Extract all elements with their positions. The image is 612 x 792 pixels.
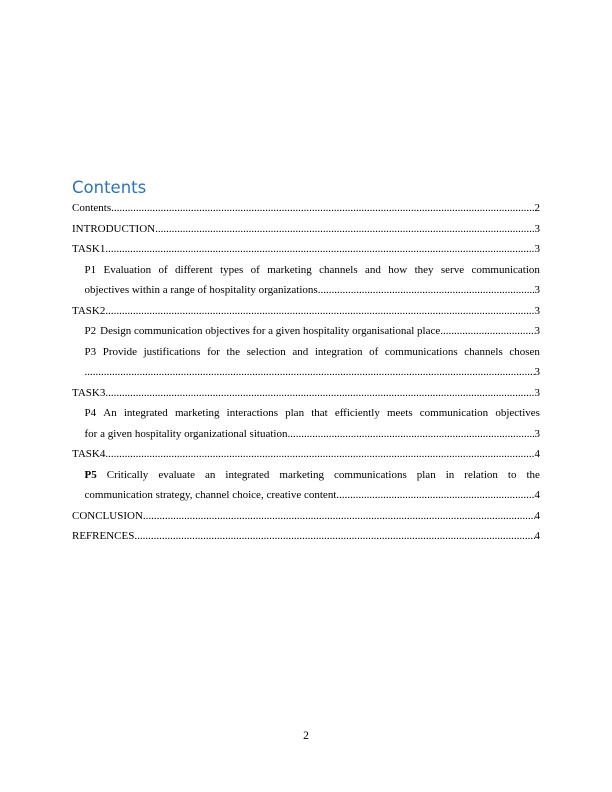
toc-entry-label: REFRENCES xyxy=(72,530,135,542)
toc-entry-introduction[interactable] xyxy=(72,219,540,240)
toc-word: channels xyxy=(464,345,503,358)
toc-entry-label: INTRODUCTION xyxy=(72,222,156,235)
contents-heading: Contents xyxy=(72,178,147,197)
toc-entry-task3[interactable] xyxy=(72,383,540,404)
toc-page-number: 3 xyxy=(534,386,540,399)
toc-page-number: 4 xyxy=(534,530,540,542)
toc-word: and xyxy=(292,345,309,358)
toc-word: selection xyxy=(246,345,286,358)
toc-word: marketing xyxy=(267,263,312,276)
toc-entry-references[interactable] xyxy=(72,526,540,547)
toc-word: they xyxy=(414,263,434,276)
toc-entry-label: Design communication objectives for a given hospitality organisational place xyxy=(100,325,441,337)
toc-word: Evaluation xyxy=(103,263,152,276)
toc-page-number: 2 xyxy=(534,202,540,214)
toc-entry-task1[interactable] xyxy=(72,239,540,260)
toc-page-number: 4 xyxy=(534,509,540,522)
toc-word: integrated xyxy=(123,407,168,419)
leader-dots xyxy=(111,198,534,219)
toc-entry-label: TASK1 xyxy=(72,243,106,255)
toc-word: communications xyxy=(384,345,458,358)
toc-word: P3 xyxy=(84,345,97,358)
leader-dots xyxy=(85,362,535,383)
toc-entry-label: TASK3 xyxy=(72,386,106,399)
toc-word: communication xyxy=(419,407,489,419)
toc-word: communications xyxy=(334,468,407,481)
toc-word: plan xyxy=(416,468,436,481)
leader-dots xyxy=(105,444,534,465)
toc-entry-conclusion[interactable] xyxy=(72,506,540,527)
toc-page-number: 4 xyxy=(534,489,540,501)
toc-word: plan xyxy=(285,407,305,419)
toc-word: integration xyxy=(314,345,363,358)
toc-entry-p1-line2[interactable] xyxy=(72,280,540,301)
toc-word: to xyxy=(507,468,517,481)
toc-word: communication xyxy=(471,263,540,276)
toc-entry-label: CONCLUSION xyxy=(72,509,143,522)
toc-page-number: 3 xyxy=(534,427,540,440)
toc-entry-prefix: P2 xyxy=(84,325,97,337)
toc-word: of xyxy=(158,263,168,276)
toc-word: in xyxy=(445,468,455,481)
toc-word: channels xyxy=(319,263,358,276)
toc-word: of xyxy=(369,345,379,358)
toc-page-number: 3 xyxy=(534,304,540,317)
toc-word: the xyxy=(526,468,540,481)
toc-word: different xyxy=(175,263,213,276)
toc-word: efficiently xyxy=(334,407,380,419)
toc-entry-p4-line1[interactable] xyxy=(72,403,540,424)
leader-dots xyxy=(105,383,534,404)
toc-entry-contents[interactable] xyxy=(72,198,540,219)
leader-dots xyxy=(105,301,534,322)
toc-entry-p3-line1[interactable] xyxy=(72,342,540,363)
leader-dots xyxy=(440,321,534,342)
toc-word: Critically xyxy=(106,468,149,481)
toc-entry-label: for a given hospitality organizational situation xyxy=(84,427,288,440)
toc-entry-p5-line1[interactable] xyxy=(72,465,540,486)
toc-page-number: 3 xyxy=(534,243,540,255)
toc-page-number: 3 xyxy=(534,284,540,296)
toc-word: the xyxy=(226,345,240,358)
leader-dots xyxy=(287,424,534,445)
toc-entry-label: communication strategy, channel choice, creative content xyxy=(84,489,337,501)
toc-entry-p5-line2[interactable] xyxy=(72,485,540,506)
toc-page-number: 3 xyxy=(534,325,540,337)
toc-entry-task2[interactable] xyxy=(72,301,540,322)
toc-entry-p2[interactable] xyxy=(72,321,540,342)
toc-word: of xyxy=(250,263,260,276)
toc-word: chosen xyxy=(509,345,540,358)
toc-word: evaluate xyxy=(158,468,195,481)
toc-word: marketing xyxy=(174,407,220,419)
toc-word: an xyxy=(204,468,216,481)
toc-page-number: 3 xyxy=(534,366,540,378)
page-number: 2 xyxy=(303,730,309,742)
toc-word: P1 xyxy=(84,263,97,276)
toc-word: objectives xyxy=(495,407,540,419)
toc-word: types xyxy=(220,263,244,276)
toc-word: and xyxy=(365,263,381,276)
toc-entry-task4[interactable] xyxy=(72,444,540,465)
toc-page-number: 3 xyxy=(534,222,540,235)
toc-word: serve xyxy=(440,263,465,276)
toc-word: justifications xyxy=(143,345,201,358)
toc-word: interactions xyxy=(226,407,278,419)
toc-word: integrated xyxy=(225,468,270,481)
toc-word: Provide xyxy=(102,345,137,358)
toc-entry-label: TASK4 xyxy=(72,448,106,460)
toc-page-number: 4 xyxy=(534,448,540,460)
toc-entry-p4-line2[interactable] xyxy=(72,424,540,445)
leader-dots xyxy=(336,485,534,506)
toc-word: An xyxy=(103,407,117,419)
toc-word: that xyxy=(311,407,328,419)
leader-dots xyxy=(143,506,535,527)
toc-entry-label: TASK2 xyxy=(72,304,106,317)
toc-word: marketing xyxy=(279,468,324,481)
toc-word: P5 xyxy=(84,468,97,481)
toc-word: relation xyxy=(464,468,498,481)
toc-word: how xyxy=(388,263,408,276)
toc-entry-label: objectives within a range of hospitality organizations xyxy=(84,284,318,296)
leader-dots xyxy=(155,219,534,240)
leader-dots xyxy=(134,526,534,547)
toc-word: P4 xyxy=(84,407,97,419)
toc-word: meets xyxy=(386,407,413,419)
toc-entry-p3-line2[interactable] xyxy=(72,362,540,383)
table-of-contents xyxy=(72,198,540,547)
toc-entry-label: Contents xyxy=(72,202,112,214)
leader-dots xyxy=(105,239,534,260)
toc-word: for xyxy=(207,345,220,358)
toc-entry-p1-line1[interactable] xyxy=(72,260,540,281)
leader-dots xyxy=(318,280,535,301)
